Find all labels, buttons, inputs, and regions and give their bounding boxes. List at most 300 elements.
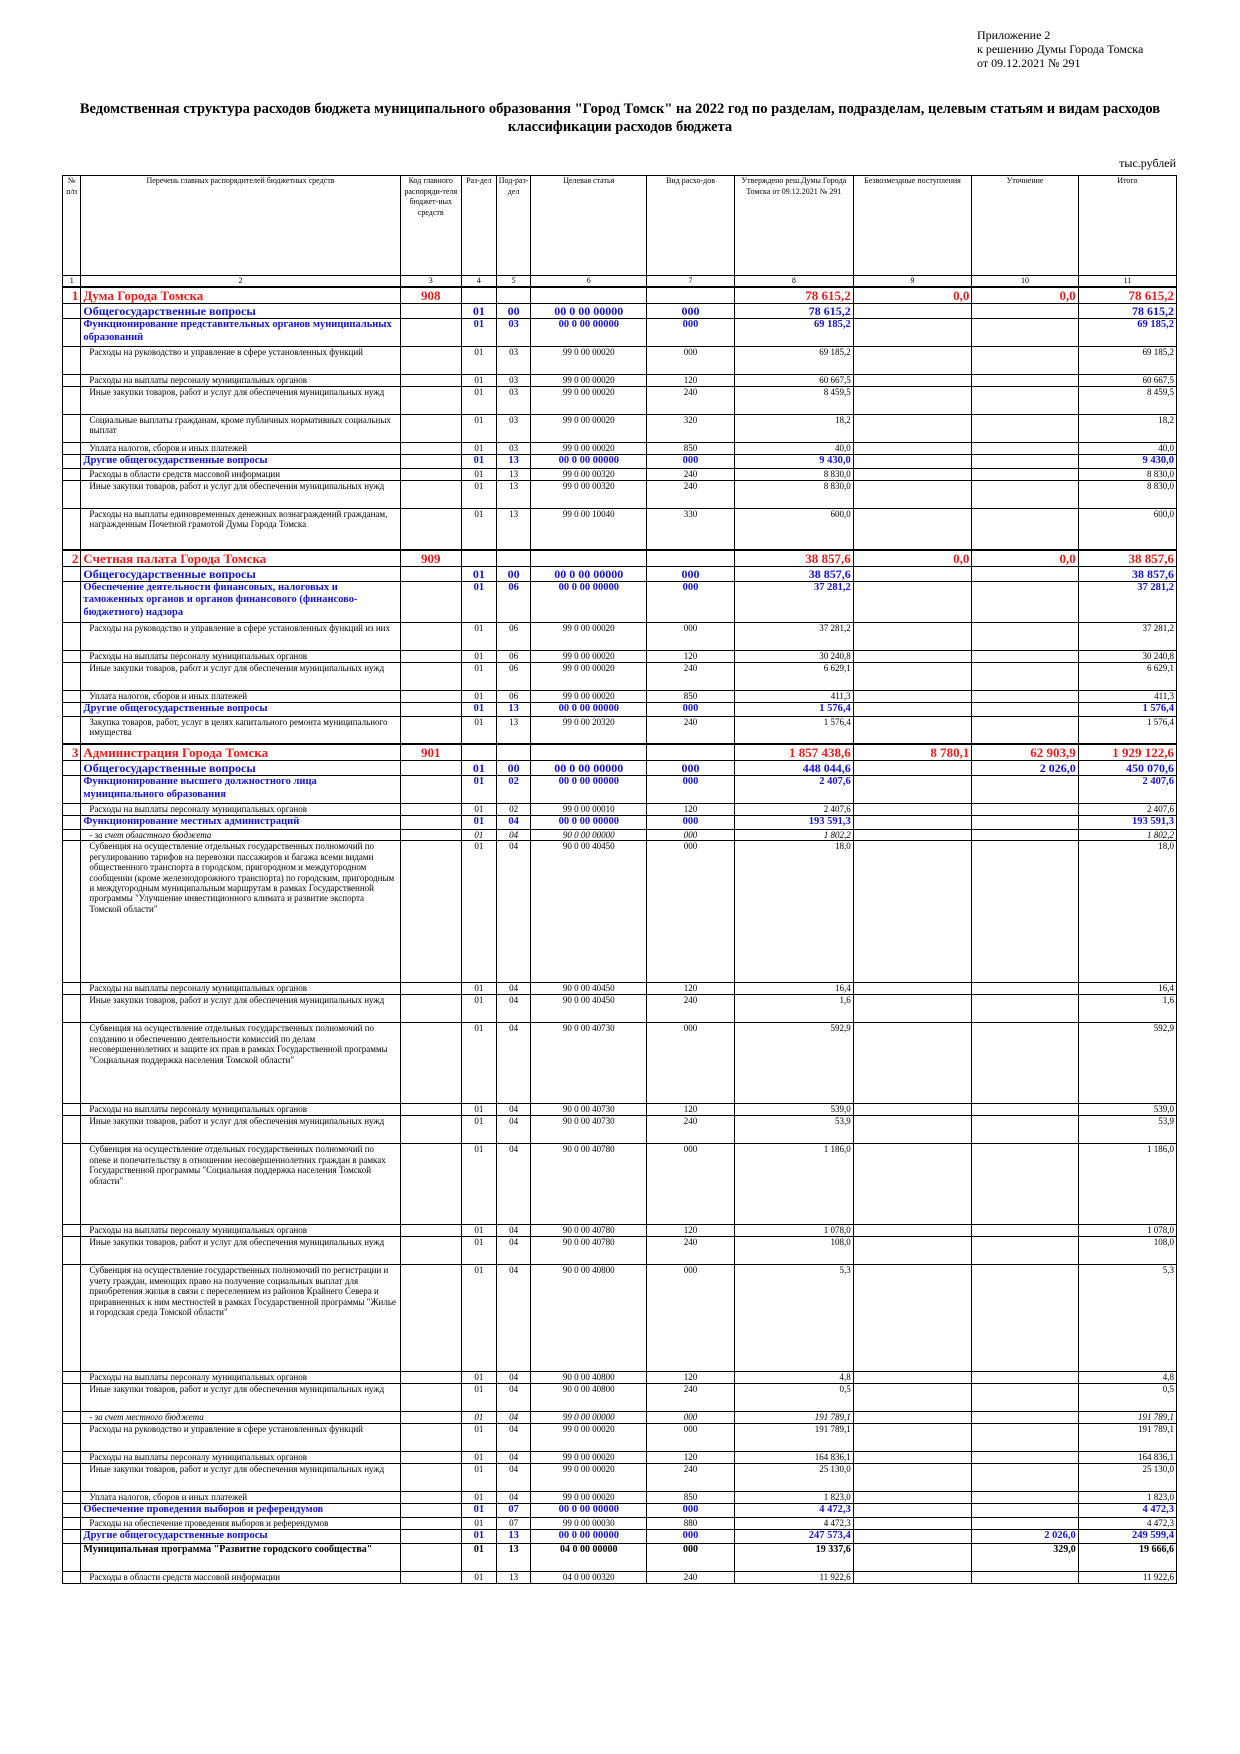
table-row	[63, 443, 1177, 455]
target-article-cell: 99 0 00 00020	[531, 387, 647, 415]
name-cell: Уплата налогов, сборов и иных платежей	[81, 1491, 400, 1503]
subsection-row	[63, 319, 1177, 347]
target-article-cell: 04 0 00 00000	[531, 1543, 647, 1571]
adjustment-amount-cell	[972, 319, 1078, 347]
expense-type-cell: 000	[647, 841, 735, 983]
name-cell: Субвенция на осуществление государственных полномочий по регистрации и учету граждан, имеющих право на получение социальных выплат для приобретения жилья в связи с переселением из районов Крайнего Севера и приравненных к ним местностей в рамках Государственной программы "Жилье и городская среда Томской области"	[81, 1265, 400, 1372]
grants-amount-cell	[853, 375, 972, 387]
adjustment-amount-cell	[972, 1237, 1078, 1265]
row-number-cell	[63, 650, 81, 662]
subsection-cell: 03	[496, 375, 531, 387]
adjustment-amount-cell	[972, 443, 1078, 455]
gbs-code-cell: 909	[400, 550, 461, 567]
grants-amount-cell	[853, 650, 972, 662]
row-number-cell	[63, 481, 81, 509]
expense-type-cell: 000	[647, 581, 735, 622]
grants-amount-cell	[853, 1491, 972, 1503]
column-number: 8	[735, 276, 854, 288]
target-article-cell: 99 0 00 00020	[531, 347, 647, 375]
grants-amount-cell	[853, 1451, 972, 1463]
target-article-cell: 99 0 00 00020	[531, 1423, 647, 1451]
name-cell: Расходы на руководство и управление в сфере установленных функций	[81, 1423, 400, 1451]
approved-amount-cell: 11 922,6	[735, 1571, 854, 1583]
row-number-cell	[63, 622, 81, 650]
approved-amount-cell: 1 576,4	[735, 716, 854, 744]
expense-type-cell: 240	[647, 1571, 735, 1583]
expense-type-cell: 000	[647, 830, 735, 841]
approved-amount-cell: 1 802,2	[735, 830, 854, 841]
total-amount-cell: 4 472,3	[1078, 1517, 1176, 1529]
expense-type-cell: 240	[647, 1237, 735, 1265]
appendix-note	[977, 28, 1143, 70]
total-amount-cell: 193 591,3	[1078, 816, 1176, 830]
grants-amount-cell	[853, 319, 972, 347]
adjustment-amount-cell	[972, 1023, 1078, 1104]
target-article-cell: 99 0 00 00320	[531, 469, 647, 481]
table-row	[63, 1543, 1177, 1571]
total-amount-cell: 0,5	[1078, 1384, 1176, 1412]
table-row	[63, 1372, 1177, 1384]
total-amount-cell: 18,0	[1078, 841, 1176, 983]
row-number-cell	[63, 1265, 81, 1372]
header-cell: Раз-дел	[461, 176, 496, 276]
grants-amount-cell	[853, 1412, 972, 1423]
section-cell: 01	[461, 415, 496, 443]
table-row	[63, 509, 1177, 550]
approved-amount-cell: 8 830,0	[735, 469, 854, 481]
target-article-cell: 00 0 00 00000	[531, 304, 647, 319]
section-row	[63, 566, 1177, 581]
gbs-code-cell	[400, 375, 461, 387]
name-cell: Расходы на выплаты персоналу муниципальных органов	[81, 1372, 400, 1384]
total-amount-cell: 30 240,8	[1078, 650, 1176, 662]
section-row	[63, 761, 1177, 776]
row-number-cell	[63, 1543, 81, 1571]
grants-amount-cell	[853, 469, 972, 481]
grants-amount-cell	[853, 1517, 972, 1529]
name-cell: - за счет местного бюджета	[81, 1412, 400, 1423]
gbs-code-cell	[400, 469, 461, 481]
name-cell: Другие общегосударственные вопросы	[81, 455, 400, 469]
name-cell: Расходы на выплаты персоналу муниципальных органов	[81, 983, 400, 995]
target-article-cell: 99 0 00 00020	[531, 443, 647, 455]
table-row	[63, 375, 1177, 387]
adjustment-amount-cell	[972, 816, 1078, 830]
total-amount-cell: 60 667,5	[1078, 375, 1176, 387]
name-cell: Расходы в области средств массовой информации	[81, 1571, 400, 1583]
section-cell: 01	[461, 1491, 496, 1503]
subsection-cell: 00	[496, 566, 531, 581]
subsection-cell: 04	[496, 830, 531, 841]
expense-type-cell: 880	[647, 1517, 735, 1529]
row-number-cell	[63, 1517, 81, 1529]
adjustment-amount-cell: 62 903,9	[972, 744, 1078, 761]
gbs-code-cell	[400, 1265, 461, 1372]
appendix-line-1: Приложение 2	[977, 28, 1051, 42]
subsection-cell: 04	[496, 816, 531, 830]
total-amount-cell: 191 789,1	[1078, 1412, 1176, 1423]
expense-type-cell: 000	[647, 702, 735, 716]
gbs-code-cell	[400, 1503, 461, 1517]
table-row	[63, 1571, 1177, 1583]
target-article-cell: 99 0 00 00030	[531, 1517, 647, 1529]
expense-type-cell: 000	[647, 1529, 735, 1543]
approved-amount-cell: 8 830,0	[735, 481, 854, 509]
grants-amount-cell	[853, 816, 972, 830]
header-cell: Код главного распоряди-теля бюджет-ных средств	[400, 176, 461, 276]
expense-type-cell: 320	[647, 415, 735, 443]
adjustment-amount-cell	[972, 983, 1078, 995]
table-row	[63, 1423, 1177, 1451]
adjustment-amount-cell	[972, 841, 1078, 983]
table-row	[63, 841, 1177, 983]
section-cell: 01	[461, 702, 496, 716]
adjustment-amount-cell	[972, 469, 1078, 481]
table-row	[63, 387, 1177, 415]
total-amount-cell: 2 407,6	[1078, 804, 1176, 816]
approved-amount-cell: 53,9	[735, 1116, 854, 1144]
table-row	[63, 804, 1177, 816]
approved-amount-cell: 16,4	[735, 983, 854, 995]
row-number-cell	[63, 387, 81, 415]
target-article-cell: 90 0 00 40780	[531, 1144, 647, 1225]
header-row	[63, 176, 1177, 276]
subsection-cell	[496, 287, 531, 304]
grants-amount-cell	[853, 702, 972, 716]
adjustment-amount-cell	[972, 1571, 1078, 1583]
expense-type-cell: 000	[647, 304, 735, 319]
target-article-cell: 00 0 00 00000	[531, 581, 647, 622]
column-number-row	[63, 276, 1177, 288]
name-cell: Иные закупки товаров, работ и услуг для обеспечения муниципальных нужд	[81, 995, 400, 1023]
row-number-cell	[63, 469, 81, 481]
section-cell: 01	[461, 1503, 496, 1517]
org-row	[63, 744, 1177, 761]
subsection-cell: 13	[496, 455, 531, 469]
target-article-cell: 99 0 00 00020	[531, 375, 647, 387]
column-number: 10	[972, 276, 1078, 288]
total-amount-cell: 8 830,0	[1078, 469, 1176, 481]
gbs-code-cell	[400, 1517, 461, 1529]
org-row	[63, 550, 1177, 567]
document-title: Ведомственная структура расходов бюджета муниципального образования "Город Томск" на 2022 год по разделам, подразделам, целевым статьям и видам расходов классификации расходов бюджета	[79, 101, 1161, 135]
approved-amount-cell: 2 407,6	[735, 776, 854, 804]
total-amount-cell: 108,0	[1078, 1237, 1176, 1265]
gbs-code-cell	[400, 662, 461, 690]
gbs-code-cell	[400, 1384, 461, 1412]
subsection-cell: 06	[496, 650, 531, 662]
grants-amount-cell	[853, 1384, 972, 1412]
name-cell: Расходы на выплаты персоналу муниципальных органов	[81, 804, 400, 816]
target-article-cell: 99 0 00 00020	[531, 662, 647, 690]
table-row	[63, 1463, 1177, 1491]
name-cell: Расходы на выплаты персоналу муниципальных органов	[81, 375, 400, 387]
target-article-cell: 99 0 00 20320	[531, 716, 647, 744]
approved-amount-cell: 1 823,0	[735, 1491, 854, 1503]
total-amount-cell: 8 830,0	[1078, 481, 1176, 509]
subsection-cell: 06	[496, 581, 531, 622]
row-number-cell	[63, 1372, 81, 1384]
total-amount-cell: 1 576,4	[1078, 716, 1176, 744]
target-article-cell: 90 0 00 40730	[531, 1104, 647, 1116]
subsection-cell	[496, 744, 531, 761]
adjustment-amount-cell	[972, 1265, 1078, 1372]
total-amount-cell: 1 186,0	[1078, 1144, 1176, 1225]
section-cell: 01	[461, 995, 496, 1023]
name-cell: Иные закупки товаров, работ и услуг для обеспечения муниципальных нужд	[81, 481, 400, 509]
header-cell: Перечень главных распорядителей бюджетных средств	[81, 176, 400, 276]
row-number-cell	[63, 1104, 81, 1116]
table-row	[63, 1491, 1177, 1503]
header-cell: Уточнение	[972, 176, 1078, 276]
section-cell: 01	[461, 1412, 496, 1423]
subsection-cell: 04	[496, 1104, 531, 1116]
subsection-cell: 13	[496, 702, 531, 716]
section-cell: 01	[461, 469, 496, 481]
row-number-cell	[63, 415, 81, 443]
grants-amount-cell	[853, 1372, 972, 1384]
column-number: 7	[647, 276, 735, 288]
approved-amount-cell: 4 472,3	[735, 1517, 854, 1529]
expense-type-cell: 000	[647, 455, 735, 469]
approved-amount-cell: 38 857,6	[735, 566, 854, 581]
expense-type-cell: 120	[647, 375, 735, 387]
gbs-code-cell	[400, 509, 461, 550]
section-cell: 01	[461, 1451, 496, 1463]
adjustment-amount-cell	[972, 702, 1078, 716]
expense-type-cell: 240	[647, 1384, 735, 1412]
table-row	[63, 716, 1177, 744]
adjustment-amount-cell: 2 026,0	[972, 1529, 1078, 1543]
table-row	[63, 415, 1177, 443]
table-row	[63, 1023, 1177, 1104]
row-number-cell: 1	[63, 287, 81, 304]
name-cell: Расходы на руководство и управление в сфере установленных функций из них	[81, 622, 400, 650]
total-amount-cell: 53,9	[1078, 1116, 1176, 1144]
subsection-cell: 06	[496, 622, 531, 650]
approved-amount-cell: 37 281,2	[735, 581, 854, 622]
name-cell: Расходы на выплаты персоналу муниципальных органов	[81, 650, 400, 662]
section-cell: 01	[461, 481, 496, 509]
adjustment-amount-cell	[972, 481, 1078, 509]
gbs-code-cell	[400, 1491, 461, 1503]
section-cell: 01	[461, 455, 496, 469]
approved-amount-cell: 592,9	[735, 1023, 854, 1104]
grants-amount-cell	[853, 1463, 972, 1491]
section-cell: 01	[461, 1543, 496, 1571]
gbs-code-cell	[400, 1423, 461, 1451]
row-number-cell	[63, 1384, 81, 1412]
approved-amount-cell: 6 629,1	[735, 662, 854, 690]
gbs-code-cell	[400, 1372, 461, 1384]
gbs-code-cell	[400, 415, 461, 443]
total-amount-cell: 1 929 122,6	[1078, 744, 1176, 761]
gbs-code-cell	[400, 1144, 461, 1225]
grants-amount-cell	[853, 1543, 972, 1571]
total-amount-cell: 25 130,0	[1078, 1463, 1176, 1491]
subsection-cell: 03	[496, 347, 531, 375]
expense-type-cell: 240	[647, 662, 735, 690]
section-cell	[461, 287, 496, 304]
column-number: 5	[496, 276, 531, 288]
table-row	[63, 1451, 1177, 1463]
total-amount-cell: 2 407,6	[1078, 776, 1176, 804]
subsection-cell: 04	[496, 1423, 531, 1451]
section-cell: 01	[461, 1372, 496, 1384]
approved-amount-cell: 164 836,1	[735, 1451, 854, 1463]
approved-amount-cell: 600,0	[735, 509, 854, 550]
row-number-cell	[63, 983, 81, 995]
target-article-cell: 00 0 00 00000	[531, 319, 647, 347]
gbs-code-cell	[400, 1237, 461, 1265]
expense-type-cell: 120	[647, 804, 735, 816]
total-amount-cell: 8 459,5	[1078, 387, 1176, 415]
total-amount-cell: 1 078,0	[1078, 1225, 1176, 1237]
section-cell: 01	[461, 841, 496, 983]
subsection-cell: 04	[496, 1372, 531, 1384]
target-article-cell: 99 0 00 00020	[531, 1451, 647, 1463]
adjustment-amount-cell: 0,0	[972, 550, 1078, 567]
grants-amount-cell	[853, 1144, 972, 1225]
subsection-cell: 00	[496, 761, 531, 776]
subsection-cell: 04	[496, 1116, 531, 1144]
gbs-code-cell	[400, 995, 461, 1023]
subsection-row	[63, 702, 1177, 716]
section-cell: 01	[461, 1104, 496, 1116]
section-cell: 01	[461, 319, 496, 347]
gbs-code-cell	[400, 1571, 461, 1583]
adjustment-amount-cell	[972, 1423, 1078, 1451]
expense-type-cell: 120	[647, 1104, 735, 1116]
adjustment-amount-cell	[972, 995, 1078, 1023]
target-article-cell: 90 0 00 40800	[531, 1372, 647, 1384]
row-number-cell	[63, 1237, 81, 1265]
adjustment-amount-cell	[972, 509, 1078, 550]
grants-amount-cell	[853, 1237, 972, 1265]
header-cell: Итого	[1078, 176, 1176, 276]
column-number: 2	[81, 276, 400, 288]
gbs-code-cell: 901	[400, 744, 461, 761]
name-cell: Функционирование местных администраций	[81, 816, 400, 830]
section-cell: 01	[461, 1517, 496, 1529]
total-amount-cell: 1 576,4	[1078, 702, 1176, 716]
row-number-cell	[63, 1144, 81, 1225]
name-cell: Расходы на руководство и управление в сфере установленных функций	[81, 347, 400, 375]
subsection-cell: 04	[496, 1265, 531, 1372]
target-article-cell: 90 0 00 40450	[531, 983, 647, 995]
subsection-cell: 04	[496, 1451, 531, 1463]
subsection-cell: 04	[496, 1463, 531, 1491]
name-cell: Счетная палата Города Томска	[81, 550, 400, 567]
gbs-code-cell	[400, 1116, 461, 1144]
section-cell: 01	[461, 509, 496, 550]
adjustment-amount-cell	[972, 1517, 1078, 1529]
name-cell: Администрация Города Томска	[81, 744, 400, 761]
org-row	[63, 287, 1177, 304]
grants-amount-cell: 0,0	[853, 550, 972, 567]
gbs-code-cell	[400, 650, 461, 662]
name-cell: Иные закупки товаров, работ и услуг для обеспечения муниципальных нужд	[81, 1116, 400, 1144]
grants-amount-cell	[853, 1023, 972, 1104]
gbs-code-cell: 908	[400, 287, 461, 304]
adjustment-amount-cell	[972, 830, 1078, 841]
table-row	[63, 1412, 1177, 1423]
expense-type-cell: 240	[647, 387, 735, 415]
row-number-cell	[63, 1423, 81, 1451]
grants-amount-cell	[853, 662, 972, 690]
section-cell: 01	[461, 1237, 496, 1265]
total-amount-cell: 40,0	[1078, 443, 1176, 455]
adjustment-amount-cell	[972, 581, 1078, 622]
target-article-cell: 99 0 00 00020	[531, 690, 647, 702]
adjustment-amount-cell	[972, 804, 1078, 816]
name-cell: Другие общегосударственные вопросы	[81, 1529, 400, 1543]
gbs-code-cell	[400, 1463, 461, 1491]
table-row	[63, 1104, 1177, 1116]
approved-amount-cell: 18,2	[735, 415, 854, 443]
approved-amount-cell: 60 667,5	[735, 375, 854, 387]
total-amount-cell: 19 666,6	[1078, 1543, 1176, 1571]
adjustment-amount-cell	[972, 347, 1078, 375]
name-cell: Иные закупки товаров, работ и услуг для обеспечения муниципальных нужд	[81, 387, 400, 415]
target-article-cell: 04 0 00 00320	[531, 1571, 647, 1583]
name-cell: Иные закупки товаров, работ и услуг для обеспечения муниципальных нужд	[81, 1237, 400, 1265]
gbs-code-cell	[400, 983, 461, 995]
table-row	[63, 1265, 1177, 1372]
subsection-cell: 07	[496, 1517, 531, 1529]
row-number-cell	[63, 1491, 81, 1503]
appendix-line-2: к решению Думы Города Томска	[977, 42, 1144, 56]
subsection-cell: 04	[496, 995, 531, 1023]
expense-type-cell: 120	[647, 1451, 735, 1463]
approved-amount-cell: 18,0	[735, 841, 854, 983]
row-number-cell	[63, 455, 81, 469]
name-cell: Обеспечение деятельности финансовых, налоговых и таможенных органов и органов финансового (финансово-бюджетного) надзора	[81, 581, 400, 622]
adjustment-amount-cell: 2 026,0	[972, 761, 1078, 776]
name-cell: Обеспечение проведения выборов и референдумов	[81, 1503, 400, 1517]
adjustment-amount-cell: 0,0	[972, 287, 1078, 304]
subsection-cell	[496, 550, 531, 567]
approved-amount-cell: 38 857,6	[735, 550, 854, 567]
header-cell: Целевая статья	[531, 176, 647, 276]
grants-amount-cell	[853, 1104, 972, 1116]
subsection-cell: 02	[496, 804, 531, 816]
subsection-cell: 04	[496, 841, 531, 983]
grants-amount-cell	[853, 1265, 972, 1372]
section-cell: 01	[461, 690, 496, 702]
expense-type-cell	[647, 287, 735, 304]
row-number-cell	[63, 1023, 81, 1104]
expense-type-cell: 000	[647, 1023, 735, 1104]
target-article-cell: 99 0 00 00020	[531, 1463, 647, 1491]
approved-amount-cell: 1 186,0	[735, 1144, 854, 1225]
target-article-cell: 90 0 00 40800	[531, 1384, 647, 1412]
approved-amount-cell: 448 044,6	[735, 761, 854, 776]
name-cell: Общегосударственные вопросы	[81, 304, 400, 319]
total-amount-cell: 69 185,2	[1078, 347, 1176, 375]
adjustment-amount-cell	[972, 1503, 1078, 1517]
adjustment-amount-cell	[972, 1463, 1078, 1491]
subsection-cell: 13	[496, 481, 531, 509]
target-article-cell: 00 0 00 00000	[531, 761, 647, 776]
name-cell: Расходы на выплаты единовременных денежных вознаграждений гражданам, награжденным Почетной грамотой Думы Города Томска	[81, 509, 400, 550]
row-number-cell	[63, 1463, 81, 1491]
grants-amount-cell	[853, 622, 972, 650]
table-row	[63, 1237, 1177, 1265]
grants-amount-cell	[853, 415, 972, 443]
gbs-code-cell	[400, 690, 461, 702]
total-amount-cell: 411,3	[1078, 690, 1176, 702]
